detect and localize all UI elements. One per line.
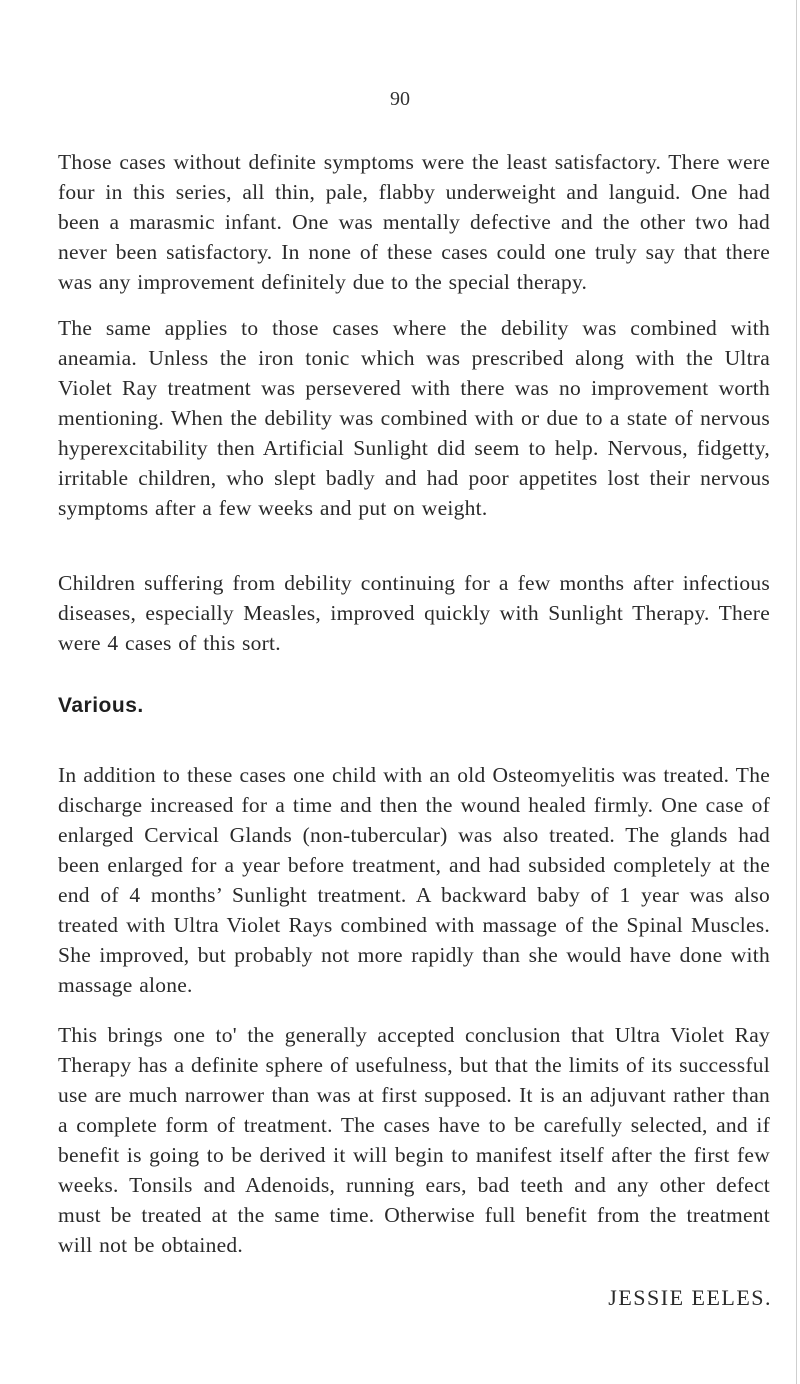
paragraph-debility-anaemia: The same applies to those cases where the debility was combined with aneamia. Unless the iron tonic which was prescribed along with the Ultra Violet Ray treatment was persevered with there was no improvement worth mentioning. When the debility was combined with or due to a state of nervous hyperexcitability then Artificial Sunlight did seem to help. Nervous, fidgetty, irritable children, who slept badly and had poor appetites lost their nervous symptoms after a few weeks and put on weight. xyxy=(58,316,770,520)
paragraph-conclusion: This brings one to' the generally accepted conclusion that Ultra Violet Ray Therapy has a definite sphere of usefulness, but that the limits of its successful use are much narrower than was at first supposed. It is an adjuvant rather than a complete form of treatment. The cases have to be carefully selected, and if benefit is going to be derived it will begin to manifest itself after the first few weeks. Tonsils and Adenoids, running ears, bad teeth and any other defect must be treated at the same time. Otherwise full benefit from the treatment will not be obtained. xyxy=(58,1023,770,1257)
author-signature: JESSIE EELES. xyxy=(608,1285,772,1310)
paragraph-infectious-diseases: Children suffering from debility continuing for a few months after infectious diseases, especially Measles, improved quickly with Sunlight Therapy. There were 4 cases of this sort. xyxy=(58,571,770,655)
page-number: 90 xyxy=(390,88,410,110)
paragraph-cases-without-symptoms: Those cases without definite symptoms were the least satisfactory. There were four in this series, all thin, pale, flabby underweight and languid. One had been a marasmic infant. One was mentally defective and the other two had never been satisfactory. In none of these cases could one truly say that there was any improvement definitely due to the special therapy. xyxy=(58,150,770,294)
section-heading-various: Various. xyxy=(58,694,144,717)
page-edge-divider xyxy=(796,0,797,1384)
paragraph-various-cases: In addition to these cases one child with an old Osteomyelitis was treated. The discharge increased for a time and then the wound healed firmly. One case of enlarged Cervical Glands (non-tubercular) was also treated. The glands had been enlarged for a year before treatment, and had subsided completely at the end of 4 months’ Sunlight treatment. A backward baby of 1 year was also treated with Ultra Violet Rays combined with massage of the Spinal Muscles. She improved, but probably not more rapidly than she would have done with massage alone. xyxy=(58,763,770,997)
